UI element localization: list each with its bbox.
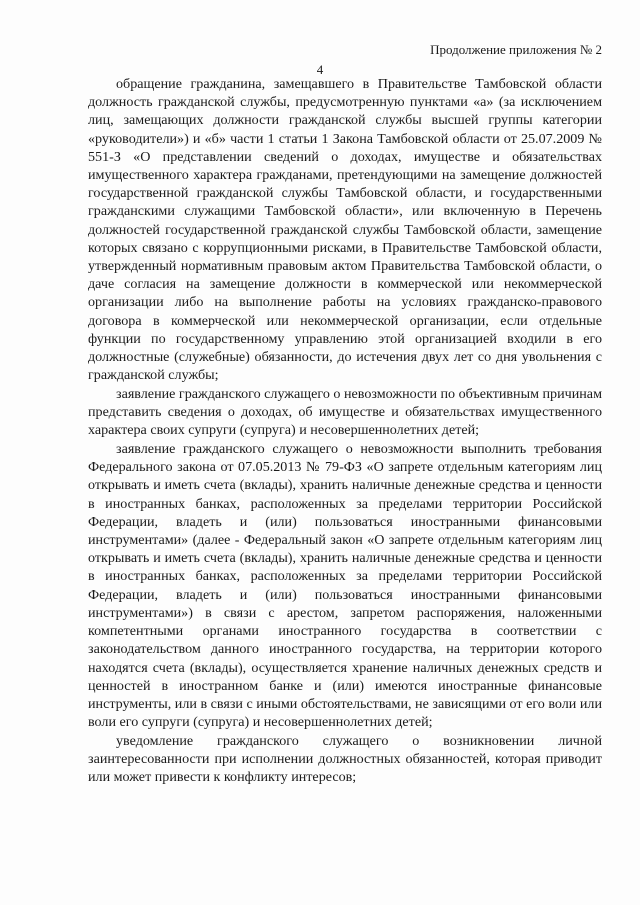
paragraph-statement-income-info: заявление гражданского служащего о невозможности по объективным причинам представить сведения о доходах, об имуществе и обязательствах имущественного характера своих супруги (супруга) и несовершеннолетних детей; [88, 385, 602, 439]
appendix-continuation-note: Продолжение приложения № 2 [430, 42, 602, 57]
page-number: 4 [316, 62, 324, 77]
paragraph-statement-foreign-accounts: заявление гражданского служащего о невозможности выполнить требования Федерального закона от 07.05.2013 № 79-ФЗ «О запрете отдельным категориям лиц открывать и иметь счета (вклады), хранить наличные денежные средства и ценности в иностранных банках, расположенных за пределами территории Российской Федерации, владеть и (или) пользоваться иностранными финансовыми инструментами» (далее - Федеральный закон «О запрете отдельным категориям лиц открывать и иметь счета (вклады), хранить наличные денежные средства и ценности в иностранных банках, расположенных за пределами территории Российской Федерации, владеть и (или) пользоваться иностранными финансовыми инструментами») в связи с арестом, запретом распоряжения, наложенными компетентными органами иностранного государства в соответствии с законодательством данного иностранного государства, на территории которого находятся счета (вклады), осуществляется хранение наличных денежных средств и ценностей в иностранном банке и (или) имеются иностранные финансовые инструменты, или в связи с иными обстоятельствами, не зависящими от его воли или воли его супруги (супруга) и несовершеннолетних детей; [88, 441, 602, 731]
paragraph-notice-conflict-of-interest: уведомление гражданского служащего о возникновении личной заинтересованности при исполнении должностных обязанностей, которая приводит или может привести к конфликту интересов; [88, 732, 602, 786]
document-body [88, 75, 602, 787]
paragraph-appeal-former-official: обращение гражданина, замещавшего в Правительстве Тамбовской области должность гражданской службы, предусмотренную пунктами «а» (за исключением лиц, замещающих должности гражданской службы высшей группы категории «руководители») и «б» части 1 статьи 1 Закона Тамбовской области от 25.07.2009 № 551-З «О представлении сведений о доходах, имуществе и обязательствах имущественного характера гражданами, претендующими на замещение должностей государственной гражданской службы Тамбовской области, и государственными гражданскими служащими Тамбовской области», или включенную в Перечень должностей государственной гражданской службы Тамбовской области, замещение которых связано с коррупционными рисками, в Правительстве Тамбовской области, утвержденный нормативным правовым актом Правительства Тамбовской области, о даче согласия на замещение должности в коммерческой или некоммерческой организации либо на выполнение работы на условиях гражданско-правового договора в коммерческой или некоммерческой организации, если отдельные функции по государственному управлению этой организацией входили в его должностные (служебные) обязанности, до истечения двух лет со дня увольнения с гражданской службы; [88, 76, 602, 384]
